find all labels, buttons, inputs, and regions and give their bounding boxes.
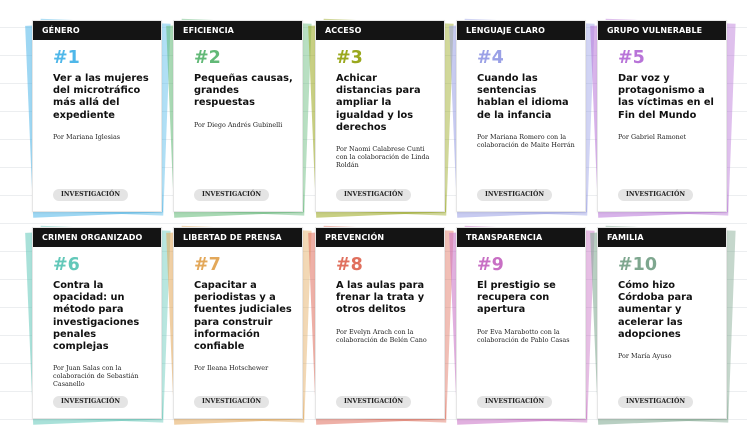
card-slot-9 (456, 227, 586, 419)
article-card-acceso[interactable] (315, 20, 445, 212)
investigacion-badge[interactable]: INVESTIGACIÓN (336, 396, 411, 408)
card-slot-8 (315, 227, 445, 419)
card-author: Por Ileana Hotschewer (194, 364, 269, 373)
article-card-lenguaje-claro[interactable] (456, 20, 586, 212)
card-author: Por Mariana Romero con la colaboración de Maite Herrán (477, 132, 575, 149)
article-card-prevencion[interactable] (315, 227, 445, 419)
card-title[interactable]: El prestigio se recupera con apertura (477, 280, 556, 316)
card-number: #4 (477, 48, 504, 68)
card-author: Por Mariana Iglesias (53, 132, 121, 141)
card-author: Por Juan Salas con la colaboración de Sebastián Casanello (53, 364, 139, 389)
article-card-eficiencia[interactable] (173, 20, 303, 212)
card-slot-2 (173, 20, 303, 212)
card-category-header: CRIMEN ORGANIZADO (33, 228, 161, 247)
card-title[interactable]: A las aulas para frenar la trata y otros delitos (336, 280, 425, 316)
card-category-header: TRANSPARENCIA (457, 228, 585, 247)
investigacion-badge[interactable]: INVESTIGACIÓN (53, 189, 128, 201)
investigacion-badge[interactable]: INVESTIGACIÓN (477, 396, 552, 408)
card-number: #6 (53, 255, 80, 275)
card-slot-6 (32, 227, 162, 419)
article-card-crimen-organizado[interactable] (32, 227, 162, 419)
card-author: Por Gabriel Ramonet (618, 132, 687, 141)
card-slot-3 (315, 20, 445, 212)
investigacion-badge[interactable]: INVESTIGACIÓN (53, 396, 128, 408)
card-slot-1 (32, 20, 162, 212)
card-number: #8 (336, 255, 363, 275)
card-number: #2 (194, 48, 221, 68)
card-category-header: EFICIENCIA (174, 21, 302, 40)
investigacion-badge[interactable]: INVESTIGACIÓN (194, 396, 269, 408)
investigacion-badge[interactable]: INVESTIGACIÓN (618, 189, 693, 201)
card-author: Por María Ayuso (618, 352, 672, 361)
card-slot-4 (456, 20, 586, 212)
card-category-header: ACCESO (316, 21, 444, 40)
card-category-header: PREVENCIÓN (316, 228, 444, 247)
card-slot-10 (597, 227, 727, 419)
investigacion-badge[interactable]: INVESTIGACIÓN (618, 396, 693, 408)
card-author: Por Eva Marabotto con la colaboración de Pablo Casas (477, 327, 570, 344)
card-author: Por Evelyn Arach con la colaboración de Belén Cano (336, 327, 427, 344)
card-number: #9 (477, 255, 504, 275)
article-card-libertad-de-prensa[interactable] (173, 227, 303, 419)
card-category-header: GÉNERO (33, 21, 161, 40)
card-title[interactable]: Dar voz y protagonismo a las víctimas en el Fin del Mundo (618, 73, 714, 121)
card-number: #3 (336, 48, 363, 68)
card-title[interactable]: Cómo hizo Córdoba para aumentar y acelerar las adopciones (618, 280, 693, 340)
card-category-header: FAMILIA (598, 228, 726, 247)
card-category-header: LENGUAJE CLARO (457, 21, 585, 40)
card-title[interactable]: Cuando las sentencias hablan el idioma de la infancia (477, 73, 569, 121)
card-title[interactable]: Achicar distancias para ampliar la igualdad y los derechos (336, 73, 421, 133)
cards-grid (26, 14, 726, 414)
card-category-header: LIBERTAD DE PRENSA (174, 228, 302, 247)
card-author: Por Naomi Calabrese Cunti con la colaboración de Linda Roldán (336, 145, 430, 170)
card-title[interactable]: Pequeñas causas, grandes respuestas (194, 73, 293, 109)
card-number: #5 (618, 48, 645, 68)
card-number: #10 (618, 255, 658, 275)
investigacion-badge[interactable]: INVESTIGACIÓN (477, 189, 552, 201)
card-title[interactable]: Ver a las mujeres del microtráfico más allá del expediente (53, 73, 149, 121)
card-number: #1 (53, 48, 80, 68)
article-card-grupo-vulnerable[interactable] (597, 20, 727, 212)
article-card-genero[interactable] (32, 20, 162, 212)
card-slot-7 (173, 227, 303, 419)
article-card-familia[interactable] (597, 227, 727, 419)
card-slot-5 (597, 20, 727, 212)
investigacion-badge[interactable]: INVESTIGACIÓN (336, 189, 411, 201)
card-number: #7 (194, 255, 221, 275)
card-author: Por Diego Andrés Gubinelli (194, 120, 283, 129)
card-title[interactable]: Capacitar a periodistas y a fuentes judiciales para construir información confiable (194, 280, 292, 353)
card-category-header: GRUPO VULNERABLE (598, 21, 726, 40)
investigacion-badge[interactable]: INVESTIGACIÓN (194, 189, 269, 201)
article-card-transparencia[interactable] (456, 227, 586, 419)
card-title[interactable]: Contra la opacidad: un método para investigaciones penales complejas (53, 280, 140, 353)
